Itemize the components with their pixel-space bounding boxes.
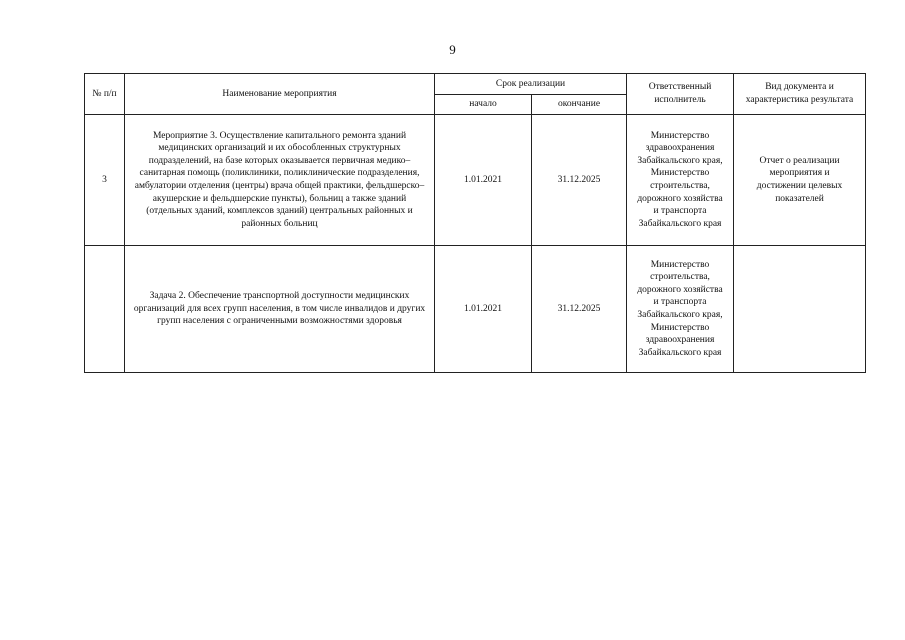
table-row bbox=[85, 115, 866, 246]
row-responsible-text: Министерство строительства, дорожного хозяйства и транспорта Забайкальского края, Министерство здравоохранения Забайкальского края bbox=[637, 259, 723, 358]
row-start: 1.01.2021 bbox=[435, 115, 532, 246]
row-num: 3 bbox=[85, 115, 125, 246]
row-responsible bbox=[627, 115, 734, 246]
row-name bbox=[125, 115, 435, 246]
header-responsible bbox=[627, 74, 734, 115]
header-result bbox=[734, 74, 866, 115]
row-result bbox=[734, 115, 866, 246]
header-num bbox=[85, 74, 125, 115]
header-responsible-label: Ответственный исполнитель bbox=[648, 82, 712, 105]
header-start-label: начало bbox=[469, 99, 497, 110]
table-row bbox=[85, 246, 866, 373]
table-header-row bbox=[85, 74, 866, 95]
row-name bbox=[125, 246, 435, 373]
header-start bbox=[435, 95, 532, 115]
row-start: 1.01.2021 bbox=[435, 246, 532, 373]
row-result-text: Отчет о реализации мероприятия и достижении целевых показателей bbox=[756, 155, 843, 204]
header-end bbox=[532, 95, 627, 115]
row-num bbox=[85, 246, 125, 373]
page-number: 9 bbox=[449, 42, 456, 57]
header-name bbox=[125, 74, 435, 115]
row-end: 31.12.2025 bbox=[532, 115, 627, 246]
header-num-label: № п/п bbox=[92, 88, 117, 99]
row-name-text: Задача 2. Обеспечение транспортной доступности медицинских организаций для всех групп населения, в том числе инвалидов и других групп населения с ограниченными возможностями здоровья bbox=[133, 291, 426, 327]
row-result bbox=[734, 246, 866, 373]
activities-table bbox=[84, 73, 866, 373]
row-responsible bbox=[627, 246, 734, 373]
header-result-label: Вид документа и характеристика результата bbox=[745, 82, 854, 105]
header-period-label: Срок реализации bbox=[495, 78, 566, 89]
row-name-text: Мероприятие 3. Осуществление капитального ремонта зданий медицинских организаций и их обособленных структурных подразделений, на базе которых оказывается первичная медико–санитарная помощь (поликлиники, поликлинические подразделения, амбулатории отделения (центры) врача общей практики, фельдшерско–акушерские и фельдшерские пункты), больниц а также зданий (отдельных зданий, комплексов зданий) центральных районных и районных больниц bbox=[134, 130, 425, 229]
header-period bbox=[435, 74, 627, 95]
header-end-label: окончание bbox=[557, 99, 601, 110]
header-name-label: Наименование мероприятия bbox=[222, 88, 337, 99]
row-end: 31.12.2025 bbox=[532, 246, 627, 373]
row-responsible-text: Министерство здравоохранения Забайкальского края, Министерство строительства, дорожного хозяйства и транспорта Забайкальского края bbox=[637, 130, 723, 229]
